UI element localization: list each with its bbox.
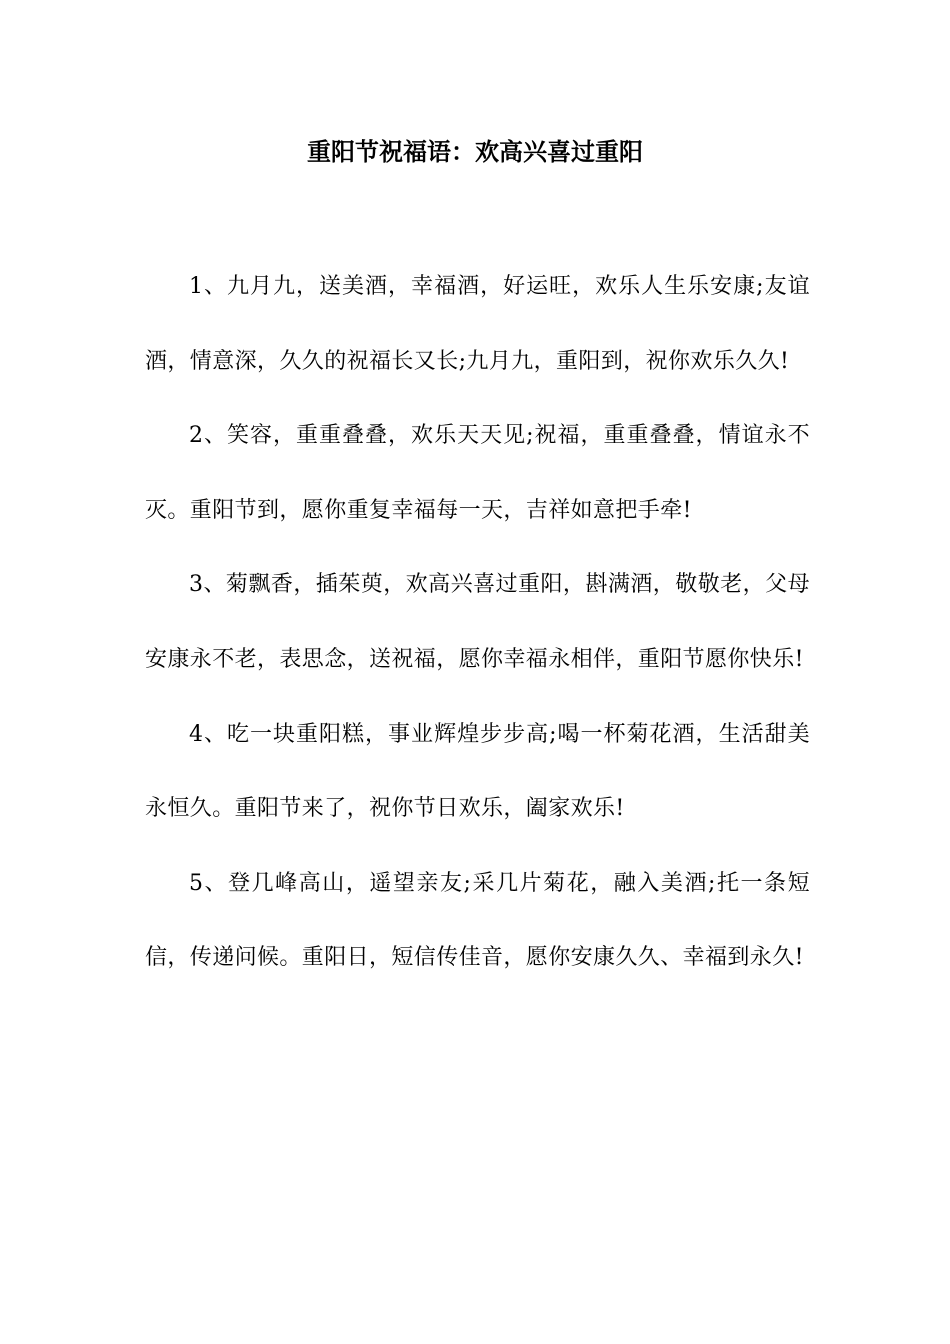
blessing-paragraph-4: 4、吃一块重阳糕，事业辉煌步步高;喝一杯菊花酒，生活甜美永恒久。重阳节来了，祝你节日欢乐，阖家欢乐!	[145, 721, 810, 822]
document-title: 重阳节祝福语：欢高兴喜过重阳	[307, 138, 643, 166]
document-body	[145, 250, 810, 996]
blessing-paragraph-3: 3、菊飘香，插茱萸，欢高兴喜过重阳，斟满酒，敬敬老，父母安康永不老，表思念，送祝福，愿你幸福永相伴，重阳节愿你快乐!	[145, 572, 810, 672]
blessing-paragraph-2: 2、笑容，重重叠叠，欢乐天天见;祝福，重重叠叠，情谊永不灭。重阳节到，愿你重复幸福每一天，吉祥如意把手牵!	[145, 423, 810, 523]
blessing-paragraph-1: 1、九月九，送美酒，幸福酒，好运旺，欢乐人生乐安康;友谊酒，情意深，久久的祝福长又长;九月九，重阳到，祝你欢乐久久!	[145, 274, 810, 374]
blessing-paragraph-5: 5、登几峰高山，遥望亲友;采几片菊花，融入美酒;托一条短信，传递问候。重阳日，短信传佳音，愿你安康久久、幸福到永久!	[145, 870, 810, 971]
